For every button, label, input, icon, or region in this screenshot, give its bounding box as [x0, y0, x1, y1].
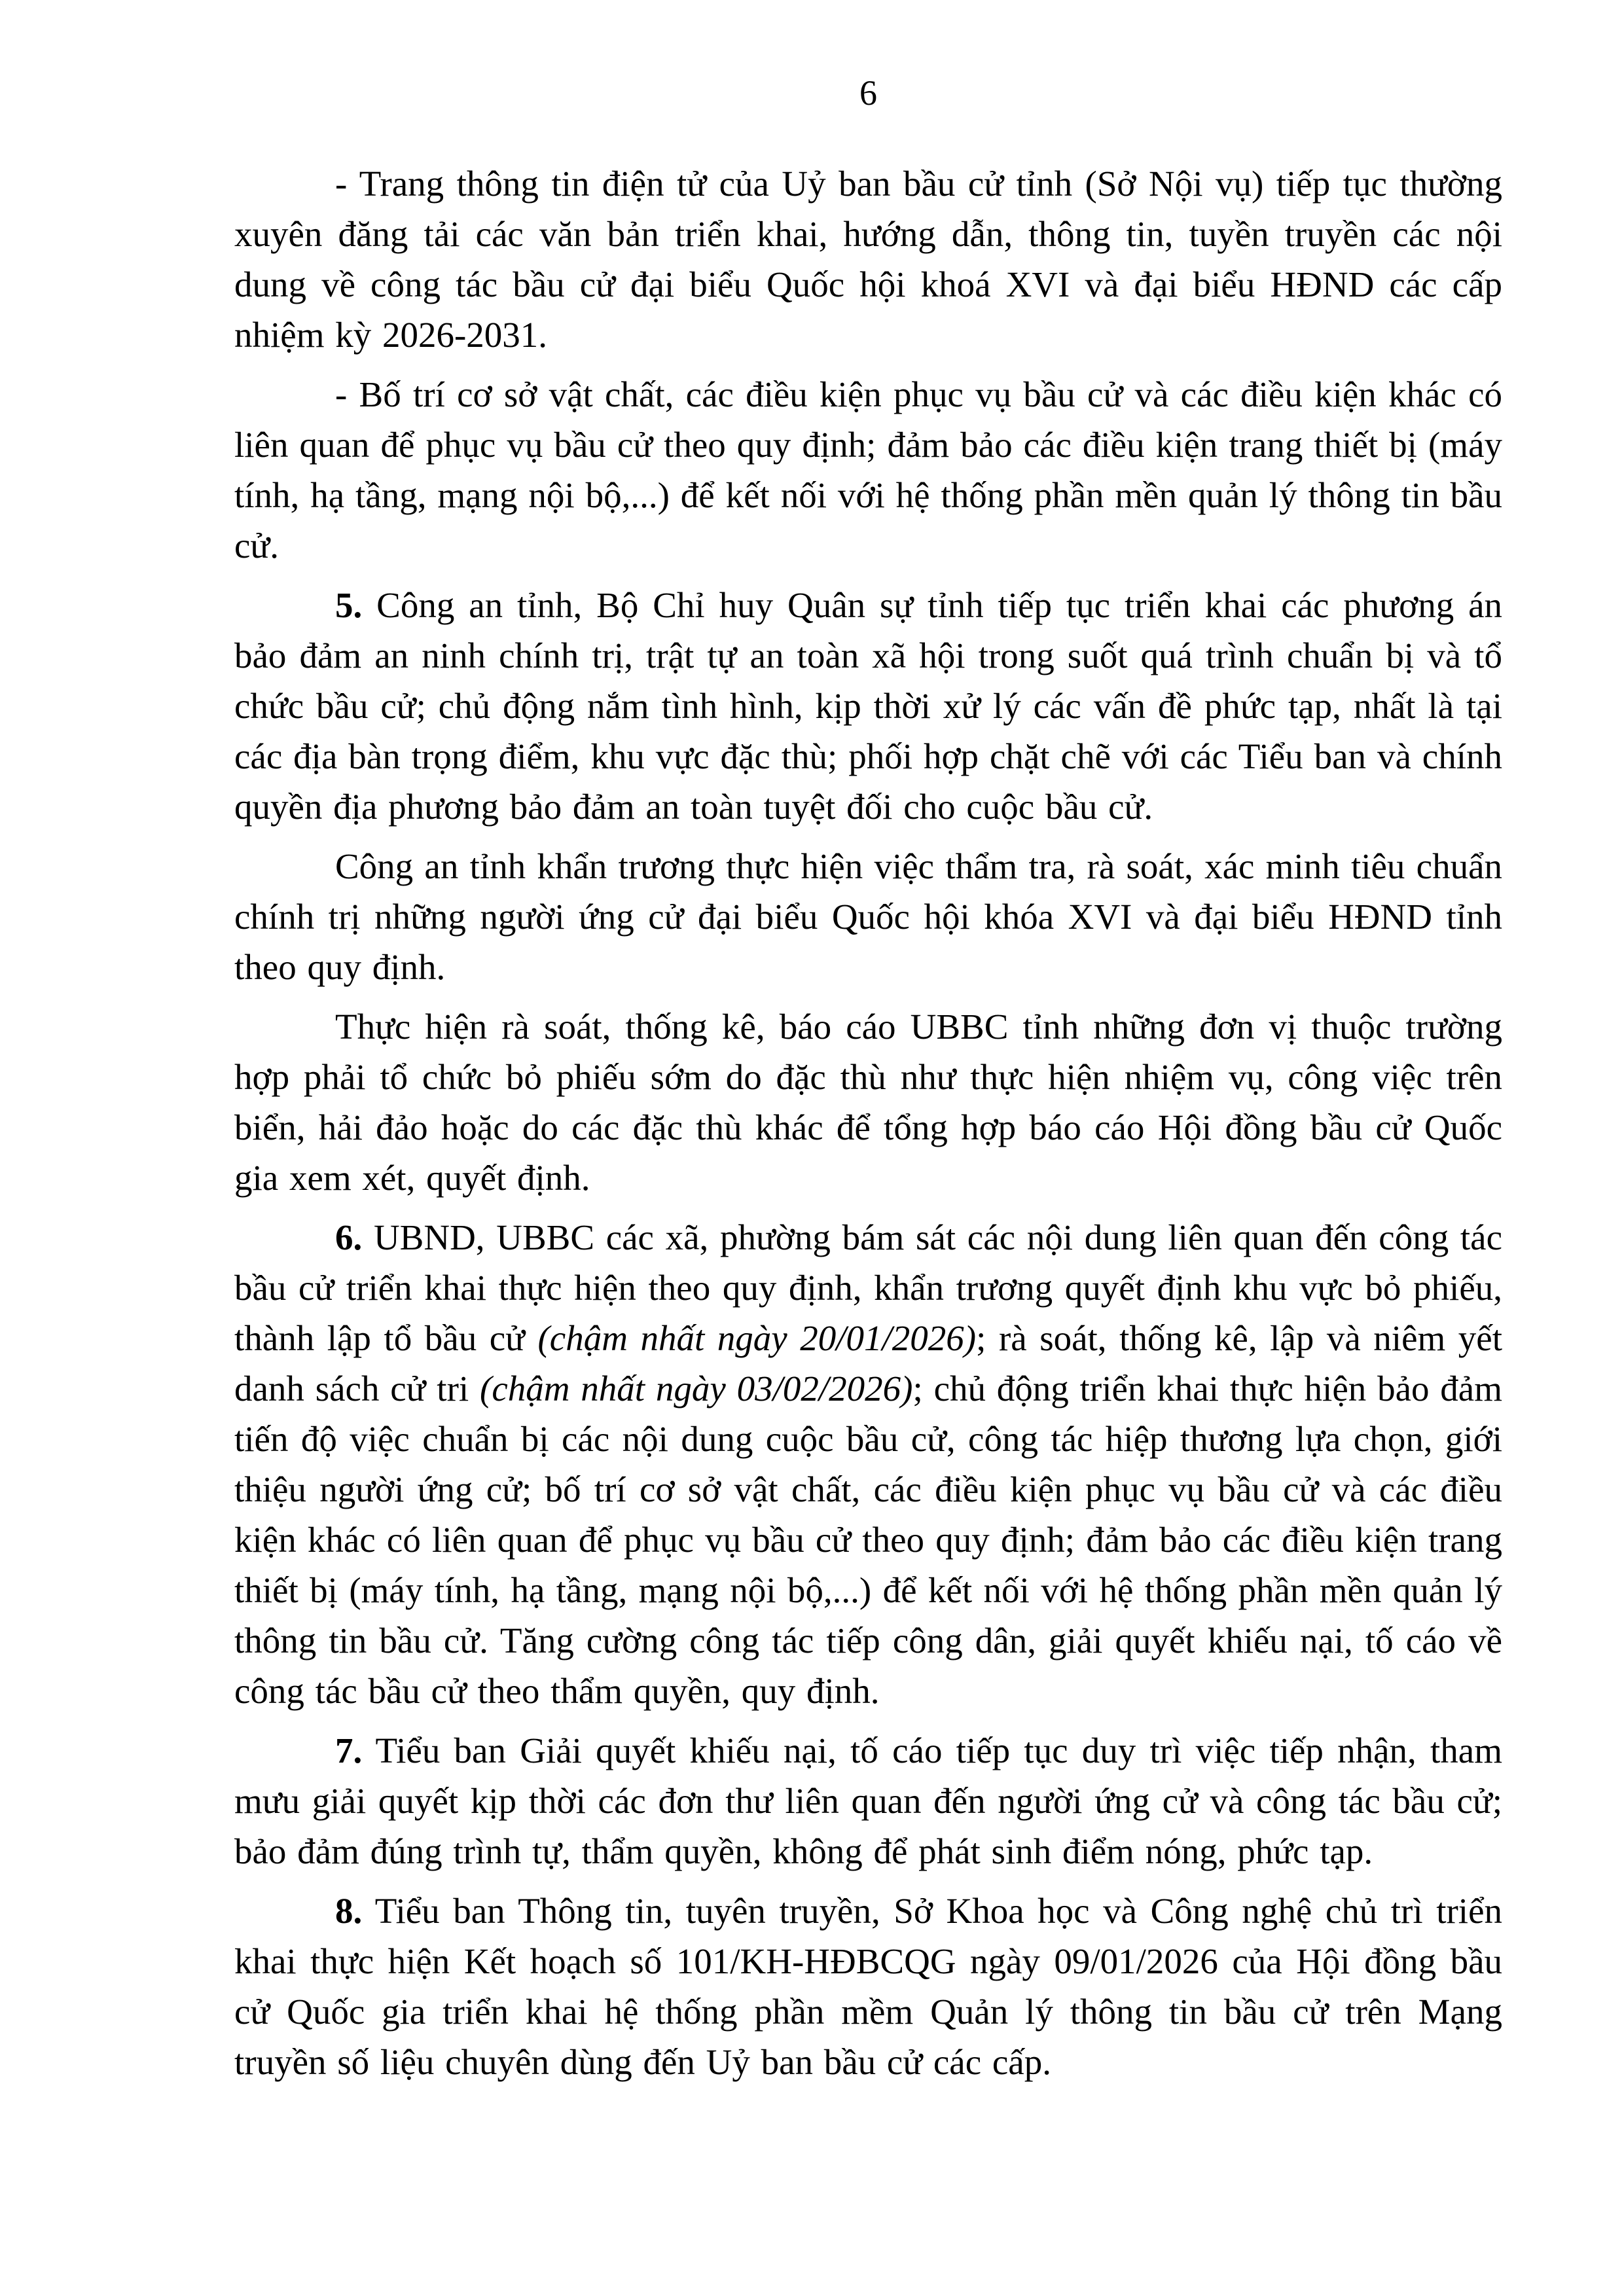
document-body: [234, 158, 1502, 2096]
paragraph-8: [234, 1886, 1502, 2087]
paragraph-6: [234, 1212, 1502, 1716]
deadline-note: (chậm nhất ngày 20/01/2026): [537, 1318, 977, 1358]
paragraph-4: [234, 841, 1502, 992]
item-number: 7.: [335, 1731, 363, 1770]
text-run: UBND, UBBC các xã, phường bám sát các nội dung liên quan đến công tác bầu cử triển khai thực hiện theo quy định, khẩn trương quyết định khu vực bỏ phiếu, thành lập tổ bầu cử: [234, 1217, 1502, 1358]
paragraph-5: [234, 1001, 1502, 1203]
text-run: Thực hiện rà soát, thống kê, báo cáo UBBC tỉnh những đơn vị thuộc trường hợp phải tổ chức bỏ phiếu sớm do đặc thù như thực hiện nhiệm vụ, công việc trên biển, hải đảo hoặc do các đặc thù khác để tổng hợp báo cáo Hội đồng bầu cử Quốc gia xem xét, quyết định.: [234, 1007, 1502, 1198]
text-run: - Trang thông tin điện tử của Uỷ ban bầu cử tỉnh (Sở Nội vụ) tiếp tục thường xuyên đăng tải các văn bản triển khai, hướng dẫn, thông tin, tuyền truyền các nội dung về công tác bầu cử đại biểu Quốc hội khoá XVI và đại biểu HĐND các cấp nhiệm kỳ 2026-2031.: [234, 164, 1502, 355]
paragraph-1: [234, 158, 1502, 360]
text-run: ; chủ động triển khai thực hiện bảo đảm tiến độ việc chuẩn bị các nội dung cuộc bầu cử, công tác hiệp thương lựa chọn, giới thiệu người ứng cử; bố trí cơ sở vật chất, các điều kiện phục vụ bầu cử và các điều kiện khác có liên quan để phục vụ bầu cử theo quy định; đảm bảo các điều kiện trang thiết bị (máy tính, hạ tầng, mạng nội bộ,...) để kết nối với hệ thống phần mền quản lý thông tin bầu cử. Tăng cường công tác tiếp công dân, giải quyết khiếu nại, tố cáo về công tác bầu cử theo thẩm quyền, quy định.: [234, 1369, 1502, 1711]
paragraph-2: [234, 369, 1502, 571]
text-run: Công an tỉnh khẩn trương thực hiện việc thẩm tra, rà soát, xác minh tiêu chuẩn chính trị những người ứng cử đại biểu Quốc hội khóa XVI và đại biểu HĐND tỉnh theo quy định.: [234, 846, 1502, 987]
item-number: 6.: [335, 1217, 363, 1257]
text-run: Tiểu ban Giải quyết khiếu nại, tố cáo tiếp tục duy trì việc tiếp nhận, tham mưu giải quyết kịp thời các đơn thư liên quan đến người ứng cử và công tác bầu cử; bảo đảm đúng trình tự, thẩm quyền, không để phát sinh điểm nóng, phức tạp.: [234, 1731, 1502, 1871]
paragraph-7: [234, 1725, 1502, 1876]
text-run: Công an tỉnh, Bộ Chỉ huy Quân sự tỉnh tiếp tục triển khai các phương án bảo đảm an ninh chính trị, trật tự an toàn xã hội trong suốt quá trình chuẩn bị và tổ chức bầu cử; chủ động nắm tình hình, kịp thời xử lý các vấn đề phức tạp, nhất là tại các địa bàn trọng điểm, khu vực đặc thù; phối hợp chặt chẽ với các Tiểu ban và chính quyền địa phương bảo đảm an toàn tuyệt đối cho cuộc bầu cử.: [234, 585, 1502, 827]
text-run: Tiểu ban Thông tin, tuyên truyền, Sở Khoa học và Công nghệ chủ trì triển khai thực hiện Kết hoạch số 101/KH-HĐBCQG ngày 09/01/2026 của Hội đồng bầu cử Quốc gia triển khai hệ thống phần mềm Quản lý thông tin bầu cử trên Mạng truyền số liệu chuyên dùng đến Uỷ ban bầu cử các cấp.: [234, 1891, 1502, 2082]
item-number: 5.: [335, 585, 363, 625]
deadline-note: (chậm nhất ngày 03/02/2026): [480, 1369, 913, 1408]
paragraph-3: [234, 580, 1502, 832]
page-number: 6: [859, 73, 877, 113]
item-number: 8.: [335, 1891, 363, 1931]
text-run: ; rà soát, thống kê, lập và niêm yết danh sách cử tri: [234, 1318, 1502, 1408]
text-run: - Bố trí cơ sở vật chất, các điều kiện phục vụ bầu cử và các điều kiện khác có liên quan để phục vụ bầu cử theo quy định; đảm bảo các điều kiện trang thiết bị (máy tính, hạ tầng, mạng nội bộ,...) để kết nối với hệ thống phần mền quản lý thông tin bầu cử.: [234, 374, 1502, 565]
